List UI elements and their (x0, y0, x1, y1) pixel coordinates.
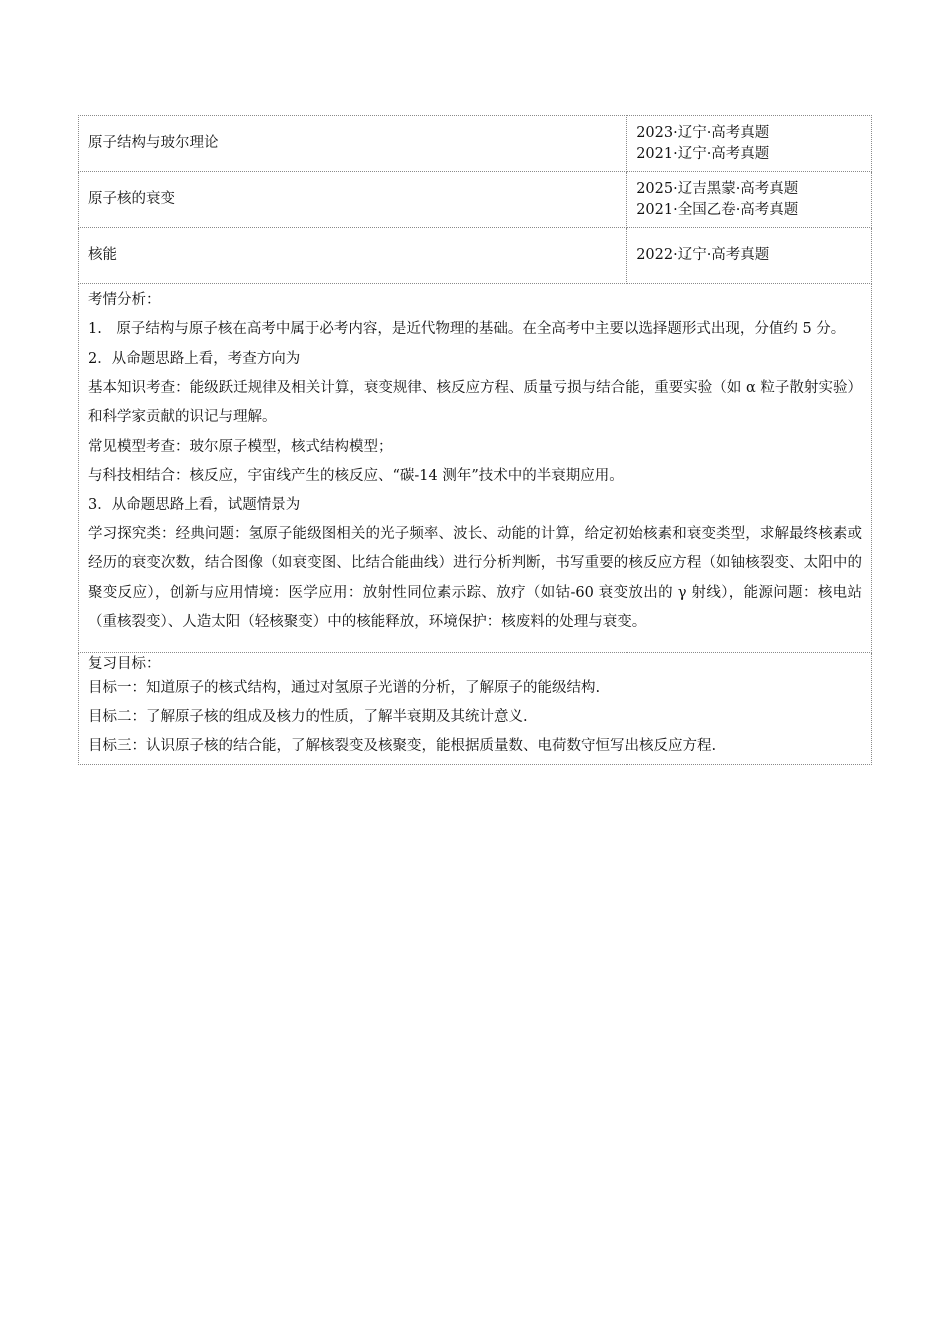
analysis-heading: 2．从命题思路上看，考查方向为 (88, 350, 301, 367)
topic-row (79, 116, 872, 172)
topic-row (79, 228, 872, 284)
goal-item: 目标一：知道原子的核式结构，通过对氢原子光谱的分析，了解原子的能级结构. (88, 679, 601, 696)
goal-item: 目标二：了解原子核的组成及核力的性质，了解半衰期及其统计意义. (88, 708, 528, 725)
analysis-heading: 3．从命题思路上看，试题情景为 (88, 496, 301, 513)
exam-reference: 2022·辽宁·高考真题 (636, 247, 770, 263)
topic-row (79, 172, 872, 228)
analysis-paragraph: 学习探究类：经典问题：氢原子能级图相关的光子频率、波长、动能的计算，给定初始核素和衰变类型，求解最终核素或经历的衰变次数，结合图像（如衰变图、比结合能曲线）进行分析判断，书写重要的核反应方程（如铀核裂变、太阳中的聚变反应），创新与应用情境：医学应用：放射性同位素示踪、放疗（如钴-60 衰变放出的 γ 射线），能源问题：核电站（重核裂变）、人造太阳（轻核聚变）中的核能释放，环境保护：核废料的处理与衰变。 (88, 525, 862, 630)
topic-name: 原子结构与玻尔理论 (79, 116, 627, 172)
review-plan-table (78, 115, 872, 765)
analysis-section (79, 284, 872, 653)
exam-reference: 2021·全国乙卷·高考真题 (636, 201, 799, 218)
topic-exams (627, 228, 872, 284)
goals-row (79, 652, 872, 764)
analysis-paragraph: 常见模型考查：玻尔原子模型，核式结构模型； (88, 438, 393, 455)
goal-item: 目标三：认识原子核的结合能，了解核裂变及核聚变，能根据质量数、电荷数守恒写出核反应方程. (88, 737, 717, 754)
analysis-paragraph: 1. 原子结构与原子核在高考中属于必考内容，是近代物理的基础。在全高考中主要以选择题形式出现，分值约 5 分。 (88, 321, 846, 337)
analysis-paragraph: 基本知识考查：能级跃迁规律及相关计算，衰变规律、核反应方程、质量亏损与结合能，重要实验（如 α 粒子散射实验）和科学家贡献的识记与理解。 (88, 379, 862, 425)
goals-title: 复习目标： (88, 655, 161, 672)
analysis-row (79, 284, 872, 653)
goals-section (79, 652, 872, 764)
topic-name: 核能 (79, 228, 627, 284)
exam-reference: 2021·辽宁·高考真题 (636, 145, 770, 162)
topic-name: 原子核的衰变 (79, 172, 627, 228)
topic-exams (627, 116, 872, 172)
exam-reference: 2023·辽宁·高考真题 (636, 124, 770, 141)
analysis-paragraph: 与科技相结合：核反应，宇宙线产生的核反应、“碳-14 测年”技术中的半衰期应用。 (88, 467, 624, 484)
exam-reference: 2025·辽吉黑蒙·高考真题 (636, 180, 799, 197)
topic-exams (627, 172, 872, 228)
analysis-title: 考情分析： (88, 292, 161, 308)
